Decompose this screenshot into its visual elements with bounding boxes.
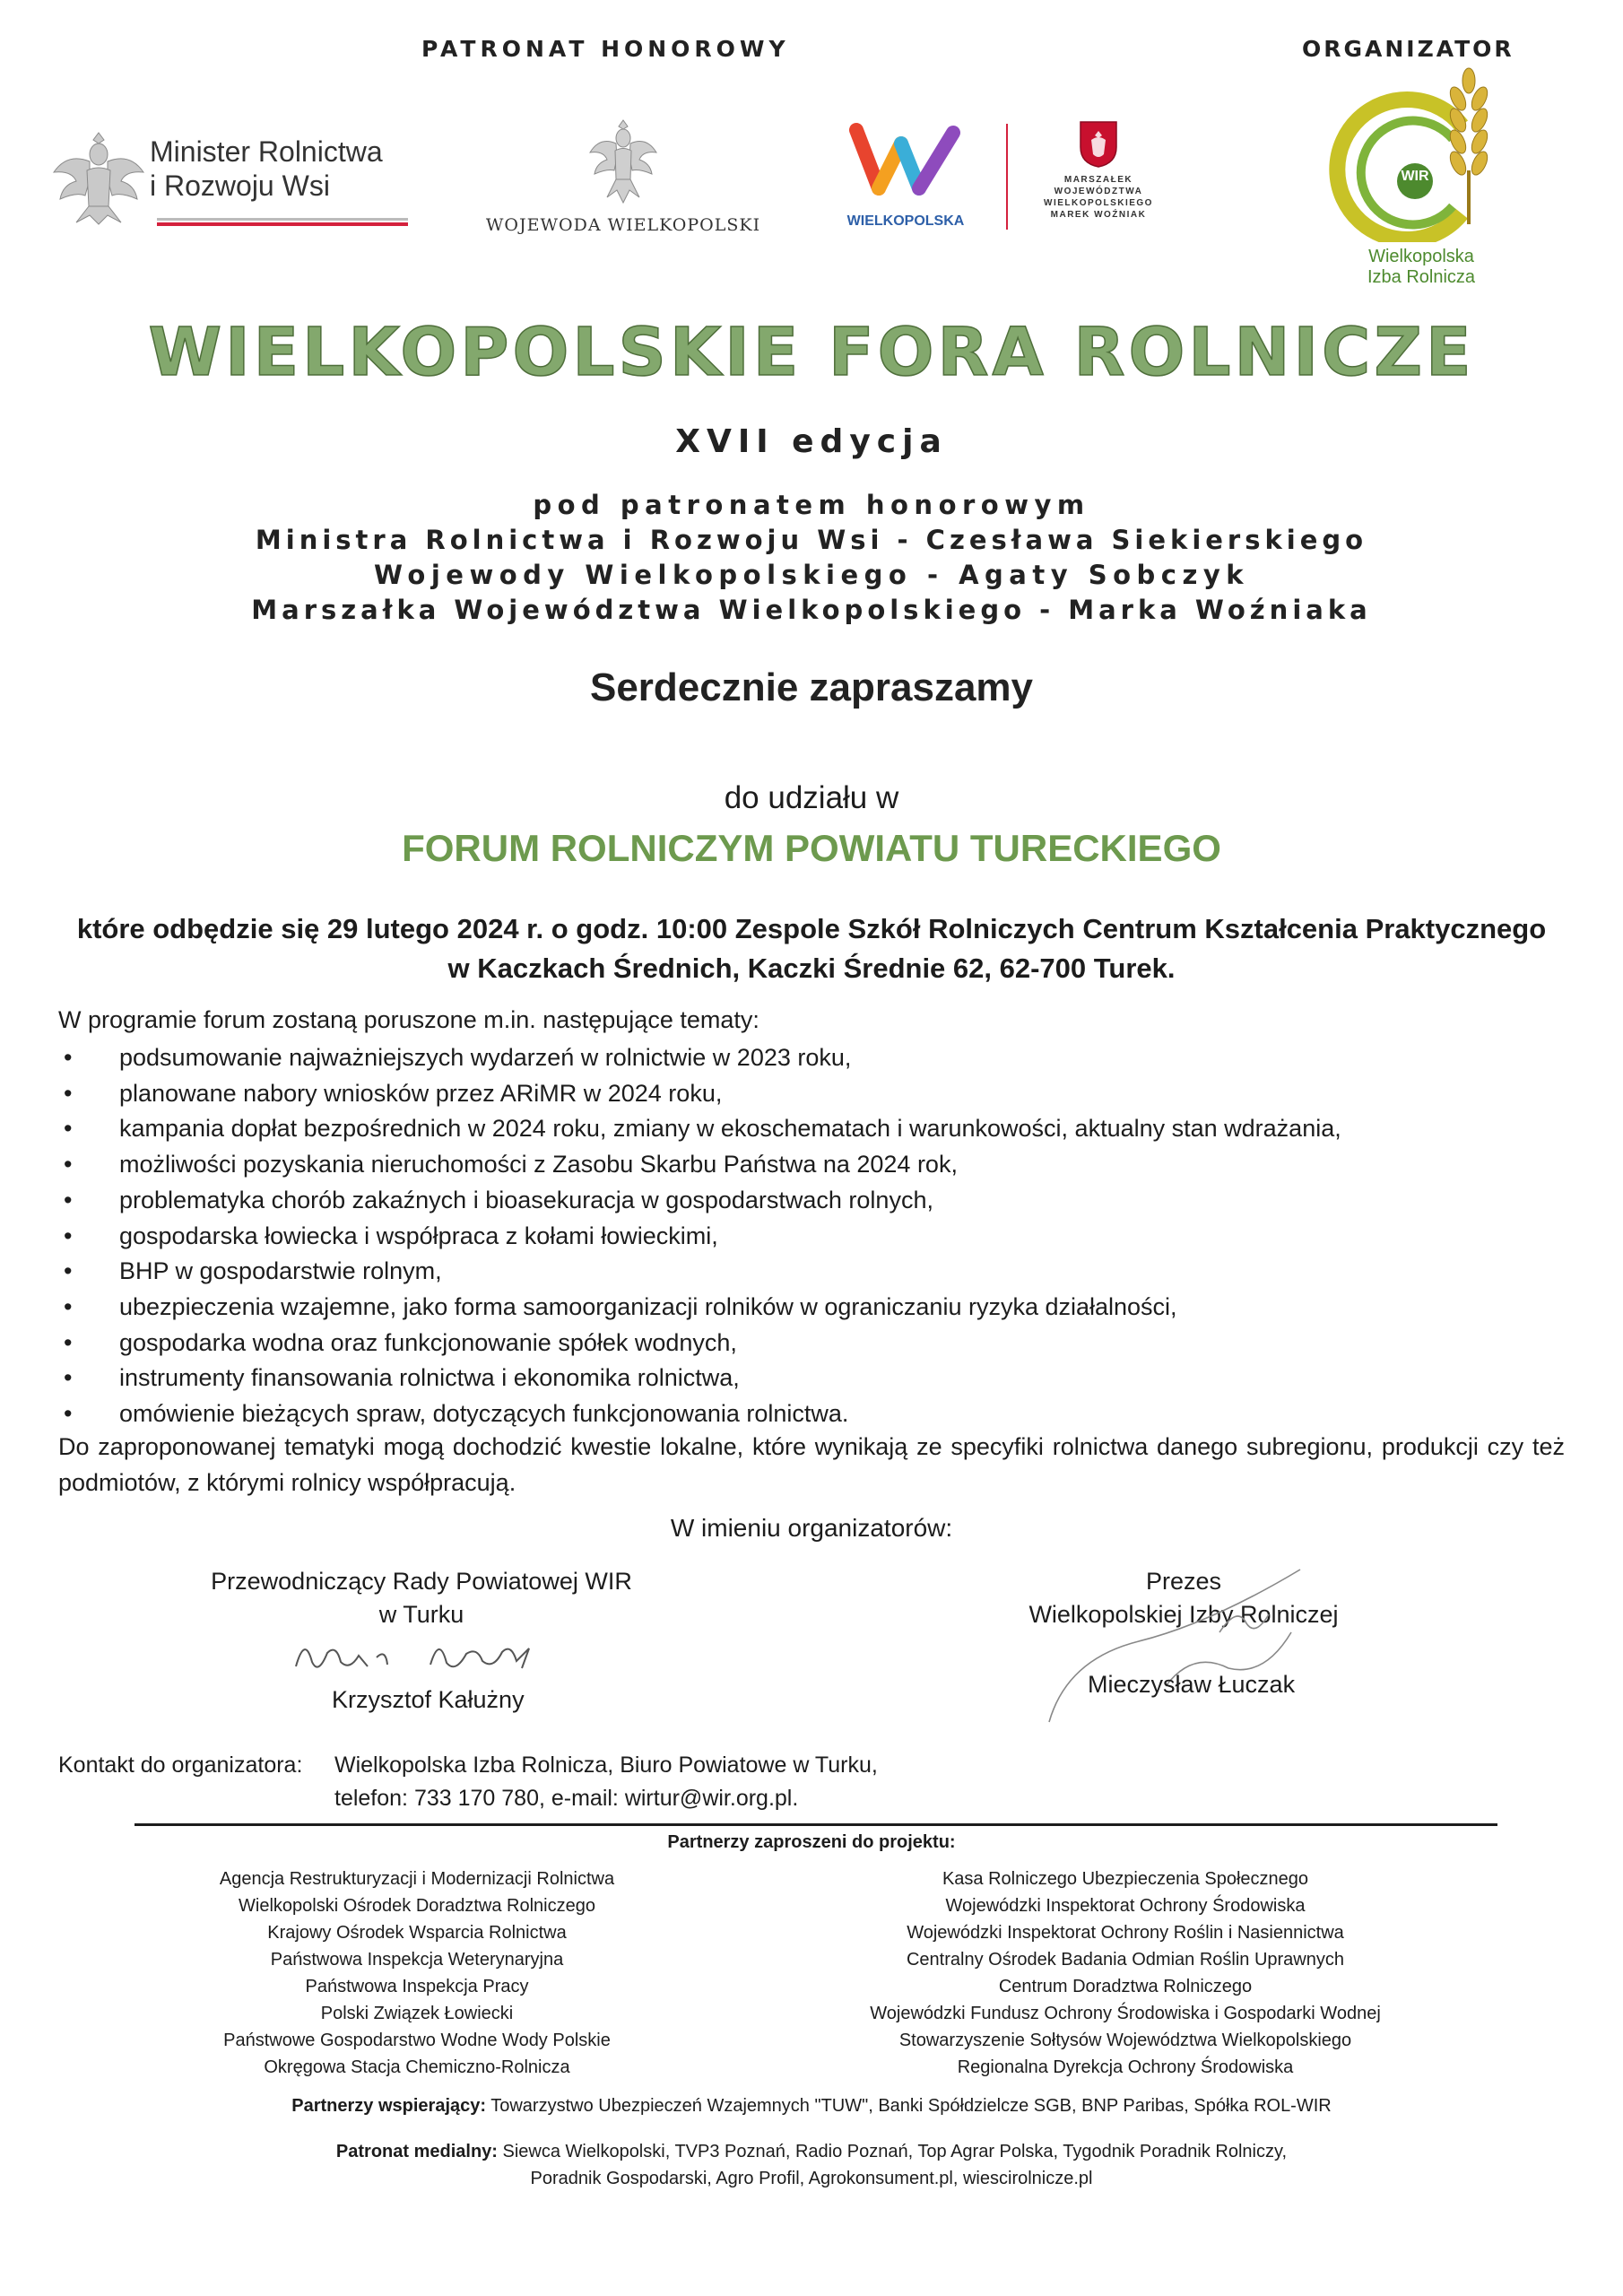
list-item: Wielkopolski Ośrodek Doradztwa Rolniczego (239, 1896, 595, 1916)
wir-logo-line1: Wielkopolska (1368, 247, 1474, 266)
marszalek-line: MAREK WOŹNIAK (1050, 210, 1147, 220)
list-item (58, 1111, 1583, 1147)
topic-text: ubezpieczenia wzajemne, jako forma samoorganizacji rolników w ograniczaniu ryzyka działalności, (119, 1292, 1177, 1320)
event-line1: które odbędzie się 29 lutego 2024 r. o godz. 10:00 Zespole Szkół Rolniczych Centrum Kształcenia Praktycznego (76, 913, 1547, 944)
topic-text: instrumenty finansowania rolnictwa i ekonomika rolnictwa, (119, 1364, 740, 1392)
bullet-icon: • (64, 1044, 73, 1071)
topics-list (58, 1040, 1583, 1432)
bullet-icon: • (64, 1115, 73, 1143)
partners-right-list (825, 1866, 1426, 2081)
list-item (58, 1290, 1583, 1326)
bullet-icon: • (64, 1400, 73, 1428)
signature-right-role1: Prezes (1145, 1568, 1222, 1595)
marszalek-line: WIELKOPOLSKIEGO (1044, 198, 1153, 208)
bullet-icon: • (64, 1257, 73, 1285)
polish-eagle-icon (587, 117, 659, 206)
bullet-icon: • (64, 1079, 73, 1107)
topic-text: gospodarka wodna oraz funkcjonowanie spółek wodnych, (119, 1328, 737, 1356)
partners-left-list (135, 1866, 699, 2081)
signature-left (179, 1565, 664, 1631)
media-patronage (0, 2138, 1623, 2192)
wielkopolska-w-icon (847, 117, 964, 206)
list-item: Agencja Restrukturyzacji i Modernizacji Rolnictwa (219, 1869, 615, 1889)
list-item (58, 1361, 1583, 1396)
bullet-icon: • (64, 1292, 73, 1320)
topic-text: problematyka chorób zakaźnych i bioasekuracja w gospodarstwach rolnych, (119, 1186, 933, 1213)
list-item: Centrum Doradztwa Rolniczego (998, 1977, 1253, 1996)
list-item: Państwowa Inspekcja Weterynaryjna (270, 1950, 564, 1970)
signature-left-role2: w Turku (378, 1601, 464, 1628)
minister-logo-rule-red (157, 222, 408, 226)
list-item: Krajowy Ośrodek Wsparcia Rolnictwa (267, 1923, 567, 1943)
patronage-line2: Wojewody Wielkopolskiego - Agaty Sobczyk (373, 560, 1250, 590)
event-line2: w Kaczkach Średnich, Kaczki Średnie 62, 62-700 Turek. (447, 952, 1176, 984)
minister-logo-line2: i Rozwoju Wsi (150, 170, 330, 202)
wir-wheat-icon (1327, 63, 1506, 242)
wielkopolska-logo (838, 117, 973, 233)
topic-text: podsumowanie najważniejszych wydarzeń w rolnictwie w 2023 roku, (119, 1044, 852, 1071)
signature-right-name: Mieczysław Łuczak (1088, 1671, 1296, 1698)
logo-divider (1006, 124, 1008, 230)
topics-intro: W programie forum zostaną poruszone m.in. następujące tematy: (58, 1006, 759, 1033)
list-item: Polski Związek Łowiecki (320, 2004, 514, 2023)
list-item: Regionalna Dyrekcja Ochrony Środowiska (957, 2057, 1294, 2077)
media-label: Patronat medialny: (335, 2142, 498, 2161)
organizer-label: ORGANIZATOR (1302, 36, 1515, 62)
handwritten-signature-right (1031, 1552, 1336, 1731)
minister-logo-rule-grey (157, 218, 408, 221)
marszalek-logo (1031, 117, 1166, 242)
patronage-line3: Marszałka Województwa Wielkopolskiego - Marka Woźniaka (251, 595, 1372, 625)
list-item: Centralny Ośrodek Badania Odmian Roślin Uprawnych (906, 1950, 1344, 1970)
topic-text: BHP w gospodarstwie rolnym, (119, 1257, 442, 1285)
edition: XVII edycja (675, 423, 948, 460)
bullet-icon: • (64, 1222, 73, 1249)
wielkopolska-logo-text: WIELKOPOLSKA (846, 213, 965, 229)
supporting-partners (0, 2092, 1623, 2119)
marszalek-line: MARSZAŁEK (1063, 175, 1133, 185)
topic-text: możliwości pozyskania nieruchomości z Zasobu Skarbu Państwa na 2024 rok, (119, 1151, 958, 1178)
topic-text: kampania dopłat bezpośrednich w 2024 roku, zmiany w ekoschematach i warunkowości, aktualny stan wdrażania, (119, 1115, 1341, 1143)
topic-text: gospodarska łowiecka i współpraca z kołami łowieckimi, (119, 1222, 718, 1249)
topic-text: omówienie bieżących spraw, dotyczących funkcjonowania rolnictwa. (119, 1400, 849, 1428)
participation: do udziału w (724, 780, 899, 815)
bullet-icon: • (64, 1151, 73, 1178)
patronat-label: PATRONAT HONOROWY (421, 36, 790, 62)
patronage-line1: Ministra Rolnictwa i Rozwoju Wsi - Czesława Siekierskiego (255, 525, 1368, 555)
on-behalf: W imieniu organizatorów: (670, 1514, 953, 1542)
local-note: Do zaproponowanej tematyki mogą dochodzić kwestie lokalne, które wynikają ze specyfiki rolnictwa danego subregionu, produkcji czy też podmiotów, z którymi rolnicy współpracują. (58, 1433, 1565, 1496)
patronage-intro: pod patronatem honorowym (533, 490, 1090, 520)
topic-text: planowane nabory wniosków przez ARiMR w 2024 roku, (119, 1079, 723, 1107)
contact-line2: telefon: 733 170 780, e-mail: wirtur@wir.org.pl. (334, 1786, 799, 1811)
list-item: Państwowe Gospodarstwo Wodne Wody Polskie (223, 2031, 611, 2050)
wojewoda-logo-text: WOJEWODA WIELKOPOLSKI (485, 215, 761, 235)
bullet-icon: • (64, 1364, 73, 1392)
forum-name: FORUM ROLNICZYM POWIATU TURECKIEGO (402, 827, 1221, 869)
media-text-line1: Siewca Wielkopolski, TVP3 Poznań, Radio Poznań, Top Agrar Polska, Tygodnik Poradnik Rolniczy, (497, 2142, 1288, 2161)
supporting-text: Towarzystwo Ubezpieczeń Wzajemnych "TUW", Banki Spółdzielcze SGB, BNP Paribas, Spółka ROL-WIR (486, 2096, 1332, 2116)
signature-right-role2: Wielkopolskiej Izby Rolniczej (1028, 1601, 1339, 1628)
list-item: Stowarzyszenie Sołtysów Województwa Wielkopolskiego (898, 2031, 1352, 2050)
supporting-label: Partnerzy wspierający: (291, 2096, 487, 2116)
contact-label: Kontakt do organizatora: (58, 1752, 303, 1778)
list-item: Wojewódzki Inspektorat Ochrony Środowiska (945, 1896, 1306, 1916)
marszalek-line: WOJEWÓDZTWA (1054, 187, 1143, 196)
bullet-icon: • (64, 1186, 73, 1213)
invitation: Serdecznie zapraszamy (589, 665, 1034, 709)
list-item (58, 1040, 1583, 1076)
list-item (58, 1219, 1583, 1255)
minister-logo-line1: Minister Rolnictwa (150, 135, 383, 168)
bullet-icon: • (64, 1328, 73, 1356)
handwritten-signature-left (287, 1631, 574, 1684)
wir-logo-line2: Izba Rolnicza (1367, 267, 1476, 287)
coat-of-arms-icon (1079, 120, 1118, 169)
media-text-line2: Poradnik Gospodarski, Agro Profil, Agrokonsument.pl, wiescirolnicze.pl (530, 2169, 1093, 2188)
polish-eagle-icon (49, 126, 148, 226)
list-item: Kasa Rolniczego Ubezpieczenia Społecznego (942, 1869, 1309, 1889)
list-item (58, 1254, 1583, 1290)
list-item: Państwowa Inspekcja Pracy (305, 1977, 529, 1996)
signature-left-role1: Przewodniczący Rady Powiatowej WIR (211, 1568, 632, 1595)
list-item: Okręgowa Stacja Chemiczno-Rolnicza (264, 2057, 570, 2077)
list-item: Wojewódzki Fundusz Ochrony Środowiska i Gospodarki Wodnej (870, 2004, 1381, 2023)
wir-logo (1318, 63, 1524, 305)
list-item (58, 1076, 1583, 1112)
marszalek-logo-text (1031, 174, 1166, 221)
partners-heading: Partnerzy zaproszeni do projektu: (667, 1832, 956, 1852)
contact-line1: Wielkopolska Izba Rolnicza, Biuro Powiatowe w Turku, (334, 1752, 878, 1778)
main-title: WIELKOPOLSKIE FORA ROLNICZE (148, 314, 1475, 391)
list-item: Wojewódzki Inspektorat Ochrony Roślin i Nasiennictwa (907, 1923, 1344, 1943)
minister-logo (49, 126, 408, 233)
divider (135, 1823, 1497, 1826)
list-item (58, 1147, 1583, 1183)
signature-left-name: Krzysztof Kałużny (332, 1686, 525, 1713)
wojewoda-logo (475, 117, 771, 242)
wir-logo-letters: WIR (1401, 169, 1429, 184)
list-item (58, 1326, 1583, 1361)
list-item (58, 1396, 1583, 1432)
list-item (58, 1183, 1583, 1219)
